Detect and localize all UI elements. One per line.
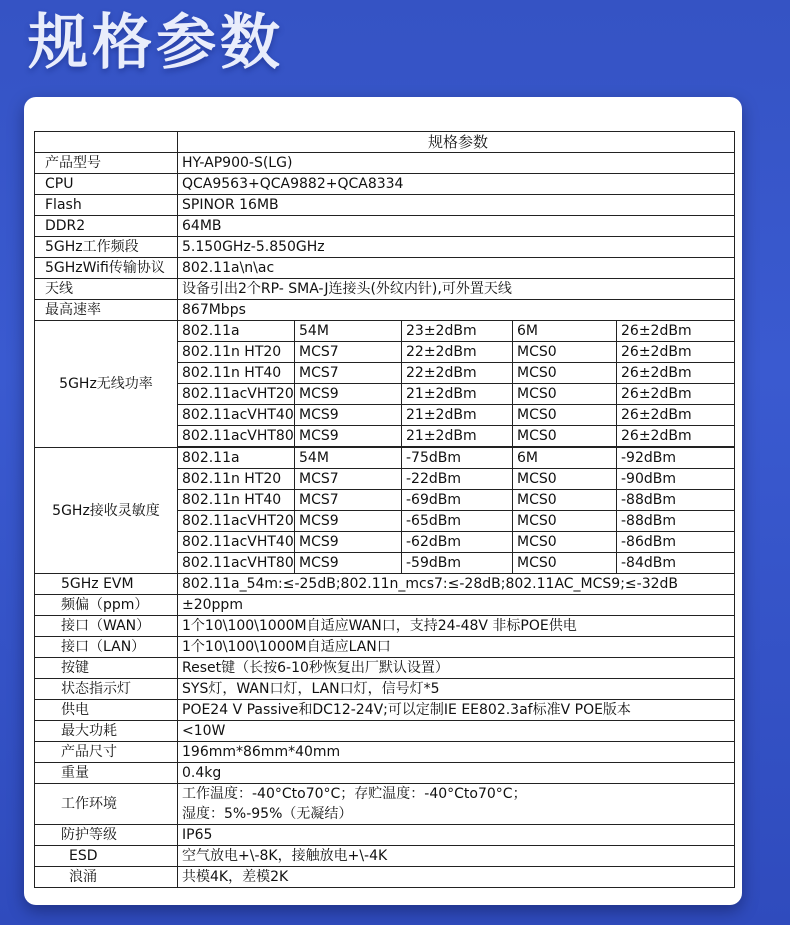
sensitivity-row (35, 448, 735, 469)
cell: MCS0 (513, 490, 617, 511)
table-row (35, 763, 735, 784)
cell: 21±2dBm (402, 426, 513, 447)
cell: 802.11acVHT40 (178, 405, 295, 426)
env-line-2: 湿度：5%-95%（无凝结） (182, 806, 353, 822)
cell: MCS7 (295, 469, 402, 490)
cell: -22dBm (402, 469, 513, 490)
page-title: 规格参数 (28, 8, 284, 78)
cell: 802.11acVHT20 (178, 511, 295, 532)
cell: 6M (513, 321, 617, 342)
cell: 21±2dBm (402, 405, 513, 426)
row-label: 供电 (35, 700, 178, 721)
table-row (35, 174, 735, 195)
cell: MCS9 (295, 553, 402, 574)
row-value (178, 784, 735, 825)
row-label: Flash (35, 195, 178, 216)
row-label: 重量 (35, 763, 178, 784)
cell: 23±2dBm (402, 321, 513, 342)
row-value: 196mm*86mm*40mm (178, 742, 735, 763)
row-value: 1个10\100\1000M自适应LAN口 (178, 637, 735, 658)
row-label: 接口（WAN） (35, 616, 178, 637)
cell: 26±2dBm (617, 384, 735, 405)
table-row (35, 216, 735, 237)
cell: -65dBm (402, 511, 513, 532)
cell: MCS0 (513, 511, 617, 532)
cell: 802.11a (178, 448, 295, 469)
cell: MCS7 (295, 342, 402, 363)
cell: -90dBm (617, 469, 735, 490)
cell: -84dBm (617, 553, 735, 574)
row-label: 接口（LAN） (35, 637, 178, 658)
row-label: DDR2 (35, 216, 178, 237)
cell: -92dBm (617, 448, 735, 469)
table-row (35, 742, 735, 763)
row-label: 最高速率 (35, 300, 178, 321)
cell: 802.11n HT40 (178, 363, 295, 384)
row-label: 天线 (35, 279, 178, 300)
cell: MCS0 (513, 384, 617, 405)
row-value: 802.11a_54m:≤-25dB;802.11n_mcs7:≤-28dB;802.11AC_MCS9;≤-32dB (178, 574, 735, 595)
cell: 22±2dBm (402, 342, 513, 363)
cell: -62dBm (402, 532, 513, 553)
cell: MCS7 (295, 363, 402, 384)
row-value: 64MB (178, 216, 735, 237)
cell: MCS0 (513, 553, 617, 574)
cell: MCS9 (295, 532, 402, 553)
cell: -88dBm (617, 490, 735, 511)
row-value: HY-AP900-S(LG) (178, 153, 735, 174)
cell: MCS0 (513, 532, 617, 553)
row-value: 1个10\100\1000M自适应WAN口，支持24-48V 非标POE供电 (178, 616, 735, 637)
cell: 6M (513, 448, 617, 469)
cell: -75dBm (402, 448, 513, 469)
cell: 26±2dBm (617, 342, 735, 363)
table-header: 规格参数 (178, 132, 735, 153)
table-row (35, 637, 735, 658)
cell: 802.11acVHT80 (178, 553, 295, 574)
cell: 802.11acVHT80 (178, 426, 295, 447)
sensitivity-label: 5GHz接收灵敏度 (35, 448, 178, 574)
table-row (35, 700, 735, 721)
row-value: POE24 V Passive和DC12-24V;可以定制IE EE802.3af标准V POE版本 (178, 700, 735, 721)
row-label: CPU (35, 174, 178, 195)
table-row (35, 279, 735, 300)
cell: 802.11n HT20 (178, 469, 295, 490)
cell: MCS0 (513, 469, 617, 490)
cell: -69dBm (402, 490, 513, 511)
cell: MCS9 (295, 384, 402, 405)
cell: MCS9 (295, 426, 402, 447)
cell: 26±2dBm (617, 321, 735, 342)
cell: 21±2dBm (402, 384, 513, 405)
row-label: ESD (35, 846, 178, 867)
row-label: 产品尺寸 (35, 742, 178, 763)
cell: MCS0 (513, 405, 617, 426)
cell: MCS0 (513, 363, 617, 384)
cell: MCS9 (295, 511, 402, 532)
cell: 26±2dBm (617, 363, 735, 384)
row-value: IP65 (178, 825, 735, 846)
table-row (35, 595, 735, 616)
row-value: SPINOR 16MB (178, 195, 735, 216)
row-label: 5GHzWifi传输协议 (35, 258, 178, 279)
env-line-1: 工作温度：-40°Cto70°C；存贮温度：-40°Cto70°C； (182, 786, 527, 802)
table-row (35, 237, 735, 258)
row-label: 状态指示灯 (35, 679, 178, 700)
cell: -59dBm (402, 553, 513, 574)
row-value: Reset键（长按6-10秒恢复出厂默认设置） (178, 658, 735, 679)
row-value: ±20ppm (178, 595, 735, 616)
row-value: 0.4kg (178, 763, 735, 784)
cell: 22±2dBm (402, 363, 513, 384)
table-row (35, 258, 735, 279)
table-row (35, 574, 735, 595)
row-value: SYS灯，WAN口灯，LAN口灯，信号灯*5 (178, 679, 735, 700)
cell: 802.11n HT20 (178, 342, 295, 363)
cell: -88dBm (617, 511, 735, 532)
row-value: 共模4K，差模2K (178, 867, 735, 888)
row-value: 867Mbps (178, 300, 735, 321)
row-label: 浪涌 (35, 867, 178, 888)
cell: MCS9 (295, 405, 402, 426)
table-row (35, 300, 735, 321)
row-value: 5.150GHz-5.850GHz (178, 237, 735, 258)
row-label: 工作环境 (35, 784, 178, 825)
table-row (35, 195, 735, 216)
row-label: 5GHz工作频段 (35, 237, 178, 258)
table-header-row (35, 132, 735, 153)
table-row (35, 658, 735, 679)
row-label: 最大功耗 (35, 721, 178, 742)
cell: 802.11acVHT20 (178, 384, 295, 405)
cell: 26±2dBm (617, 426, 735, 447)
row-value: 802.11a\n\ac (178, 258, 735, 279)
cell: 802.11acVHT40 (178, 532, 295, 553)
cell: 802.11n HT40 (178, 490, 295, 511)
row-label: 频偏（ppm） (35, 595, 178, 616)
row-value: 设备引出2个RP- SMA-J连接头(外纹内针),可外置天线 (178, 279, 735, 300)
row-label: 防护等级 (35, 825, 178, 846)
table-row (35, 846, 735, 867)
table-row (35, 825, 735, 846)
row-value: 空气放电+\-8K，接触放电+\-4K (178, 846, 735, 867)
table-row (35, 153, 735, 174)
power-label: 5GHz无线功率 (35, 321, 178, 448)
cell: MCS7 (295, 490, 402, 511)
cell: -86dBm (617, 532, 735, 553)
cell: 54M (295, 448, 402, 469)
table-row (35, 616, 735, 637)
row-label: 按键 (35, 658, 178, 679)
table-row (35, 784, 735, 825)
cell: 802.11a (178, 321, 295, 342)
cell: 54M (295, 321, 402, 342)
row-value: <10W (178, 721, 735, 742)
spec-table (34, 131, 735, 888)
table-row (35, 721, 735, 742)
table-row (35, 679, 735, 700)
cell: 26±2dBm (617, 405, 735, 426)
row-label: 5GHz EVM (35, 574, 178, 595)
row-label: 产品型号 (35, 153, 178, 174)
table-row (35, 867, 735, 888)
cell: MCS0 (513, 342, 617, 363)
row-value: QCA9563+QCA9882+QCA8334 (178, 174, 735, 195)
power-row (35, 321, 735, 342)
cell: MCS0 (513, 426, 617, 447)
